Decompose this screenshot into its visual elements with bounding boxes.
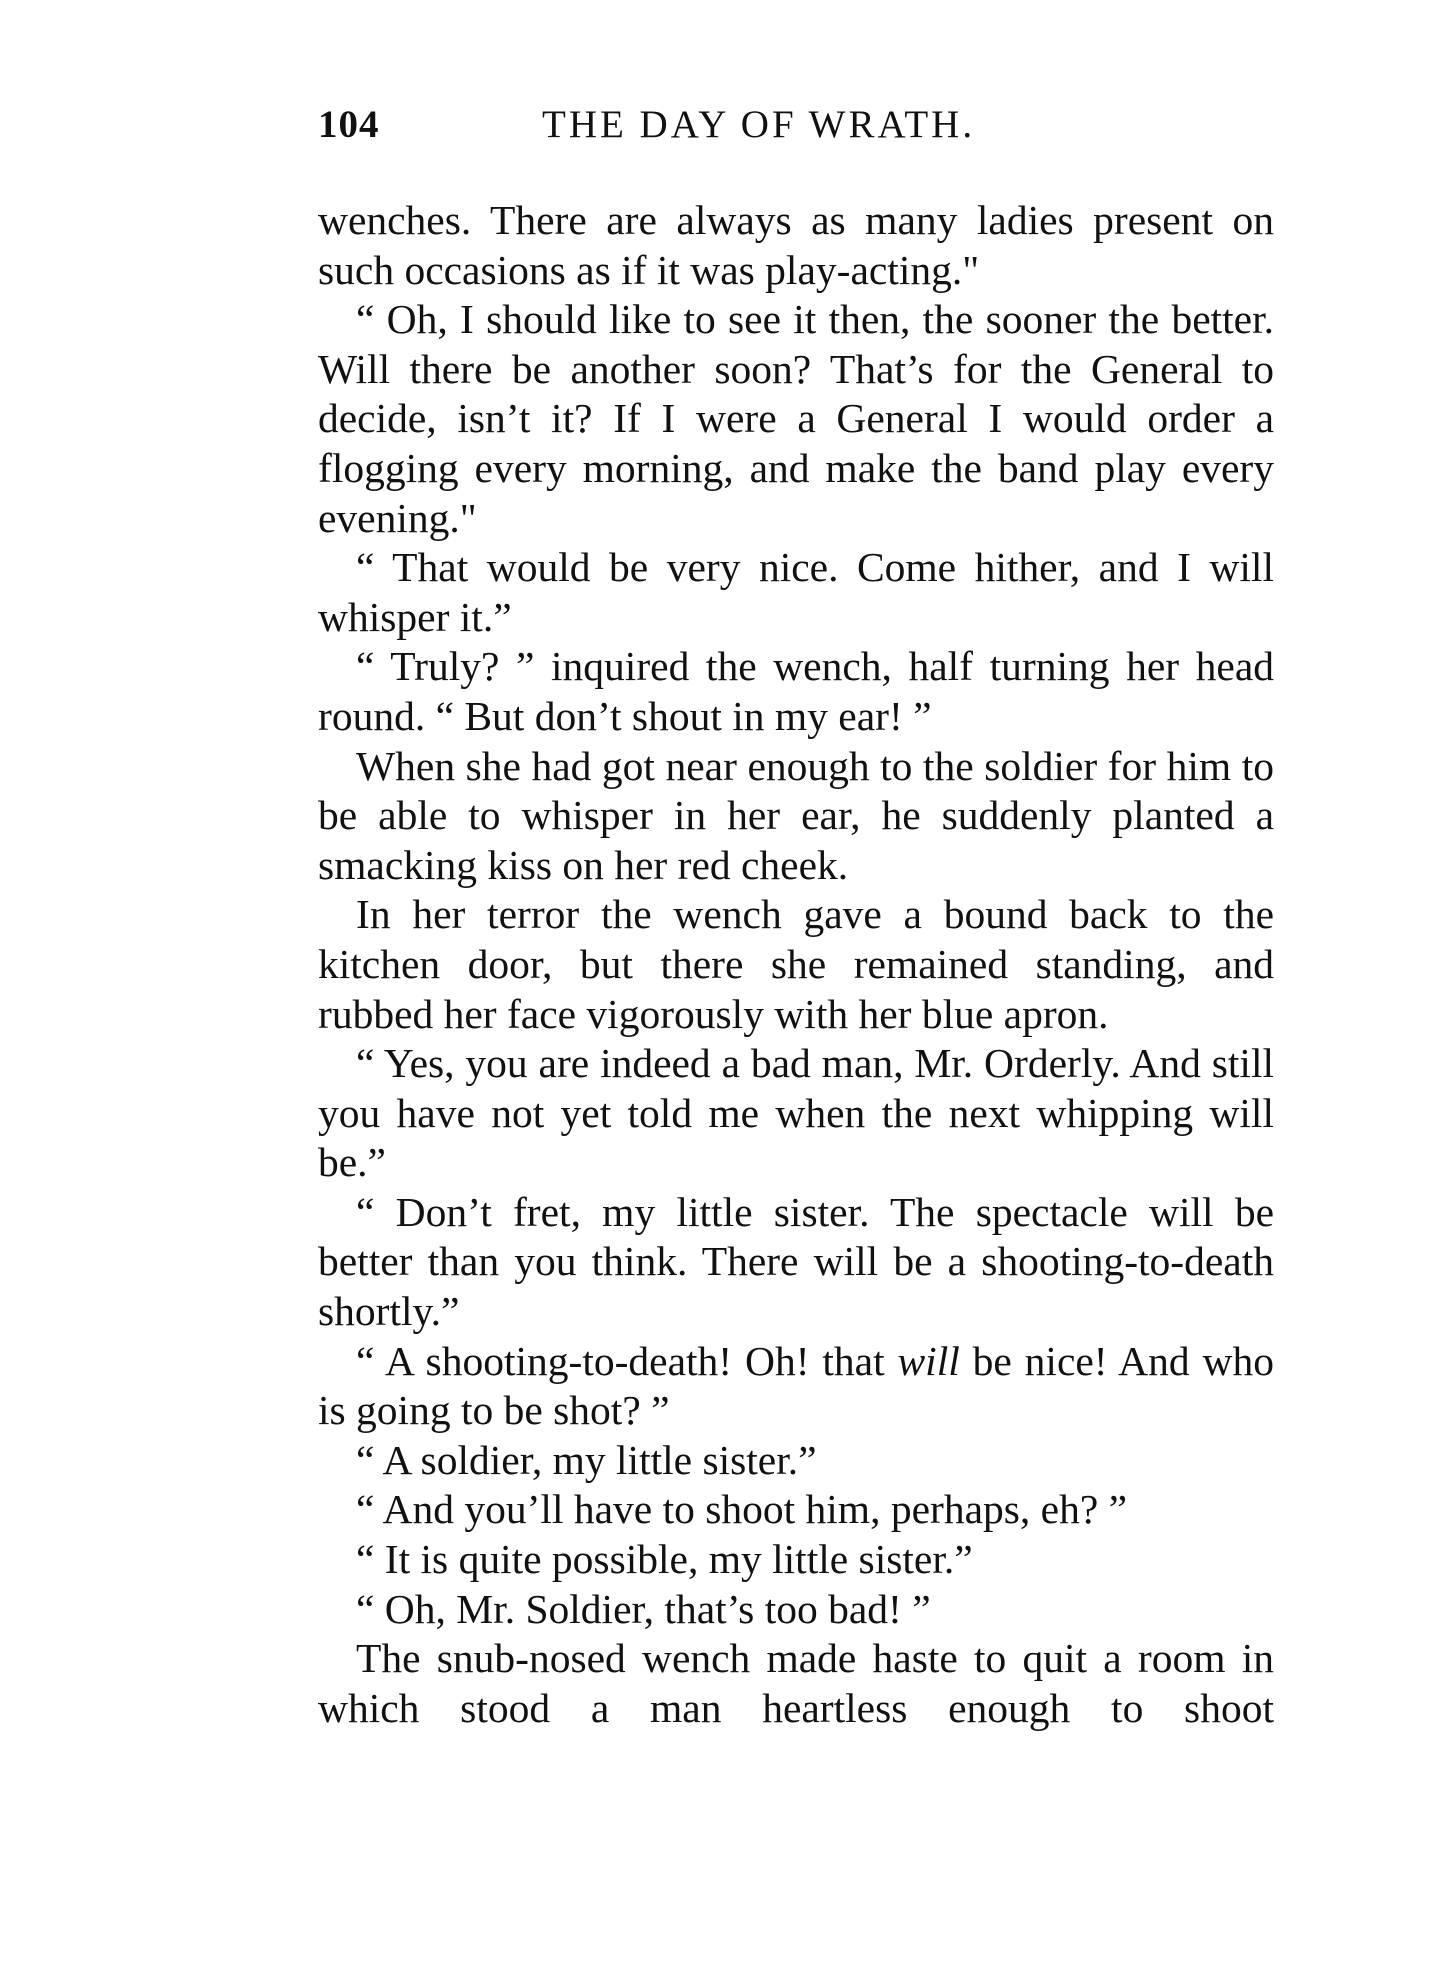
- paragraph: When she had got near enough to the soldier for him to be able to whisper in her ear, he suddenly planted a smacking kiss on her red cheek.: [318, 742, 1274, 888]
- emphasis-text: will: [897, 1337, 960, 1384]
- paragraph: “ Don’t fret, my little sister. The spectacle will be better than you think. There will be a shooting-to-death shortly.”: [318, 1188, 1274, 1335]
- page-header: [318, 102, 1274, 154]
- running-title: THE DAY OF WRATH.: [542, 103, 976, 146]
- paragraph-text: be nice! And who is going to be shot? ”: [318, 1337, 1274, 1434]
- paragraph: The snub-nosed wench made haste to quit a room in which stood a man heartless enough to shoot: [318, 1635, 1274, 1731]
- paragraph: “ Oh, Mr. Soldier, that’s too bad! ”: [356, 1585, 931, 1632]
- paragraph: “ Oh, I should like to see it then, the sooner the better. Will there be another soon? That’s for the General to decide, isn’t it? If I were a General I would order a flogging every morning, and make the band play every evening.": [318, 296, 1274, 541]
- paragraph: In her terror the wench gave a bound back to the kitchen door, but there she remained standing, and rubbed her face vigorously with her blue apron.: [318, 891, 1274, 1037]
- paragraph: “ It is quite possible, my little sister.”: [356, 1536, 973, 1583]
- body-text: [318, 196, 1274, 1733]
- paragraph: [318, 1337, 1274, 1436]
- paragraph: “ That would be very nice. Come hither, and I will whisper it.”: [318, 544, 1274, 640]
- paragraph: “ And you’ll have to shoot him, perhaps, eh? ”: [356, 1486, 1128, 1533]
- paragraph: “ Truly? ” inquired the wench, half turning her head round. “ But don’t shout in my ear! ”: [318, 643, 1274, 739]
- paragraph-text: “ A shooting-to-death! Oh! that: [356, 1337, 898, 1384]
- paragraph: “ A soldier, my little sister.”: [356, 1436, 817, 1483]
- paragraph: “ Yes, you are indeed a bad man, Mr. Orderly. And still you have not yet told me when the next whipping will be.”: [318, 1040, 1274, 1186]
- page-number: 104: [318, 103, 380, 146]
- paragraph: wenches. There are always as many ladies present on such occasions as if it was play-acting.": [318, 197, 1274, 293]
